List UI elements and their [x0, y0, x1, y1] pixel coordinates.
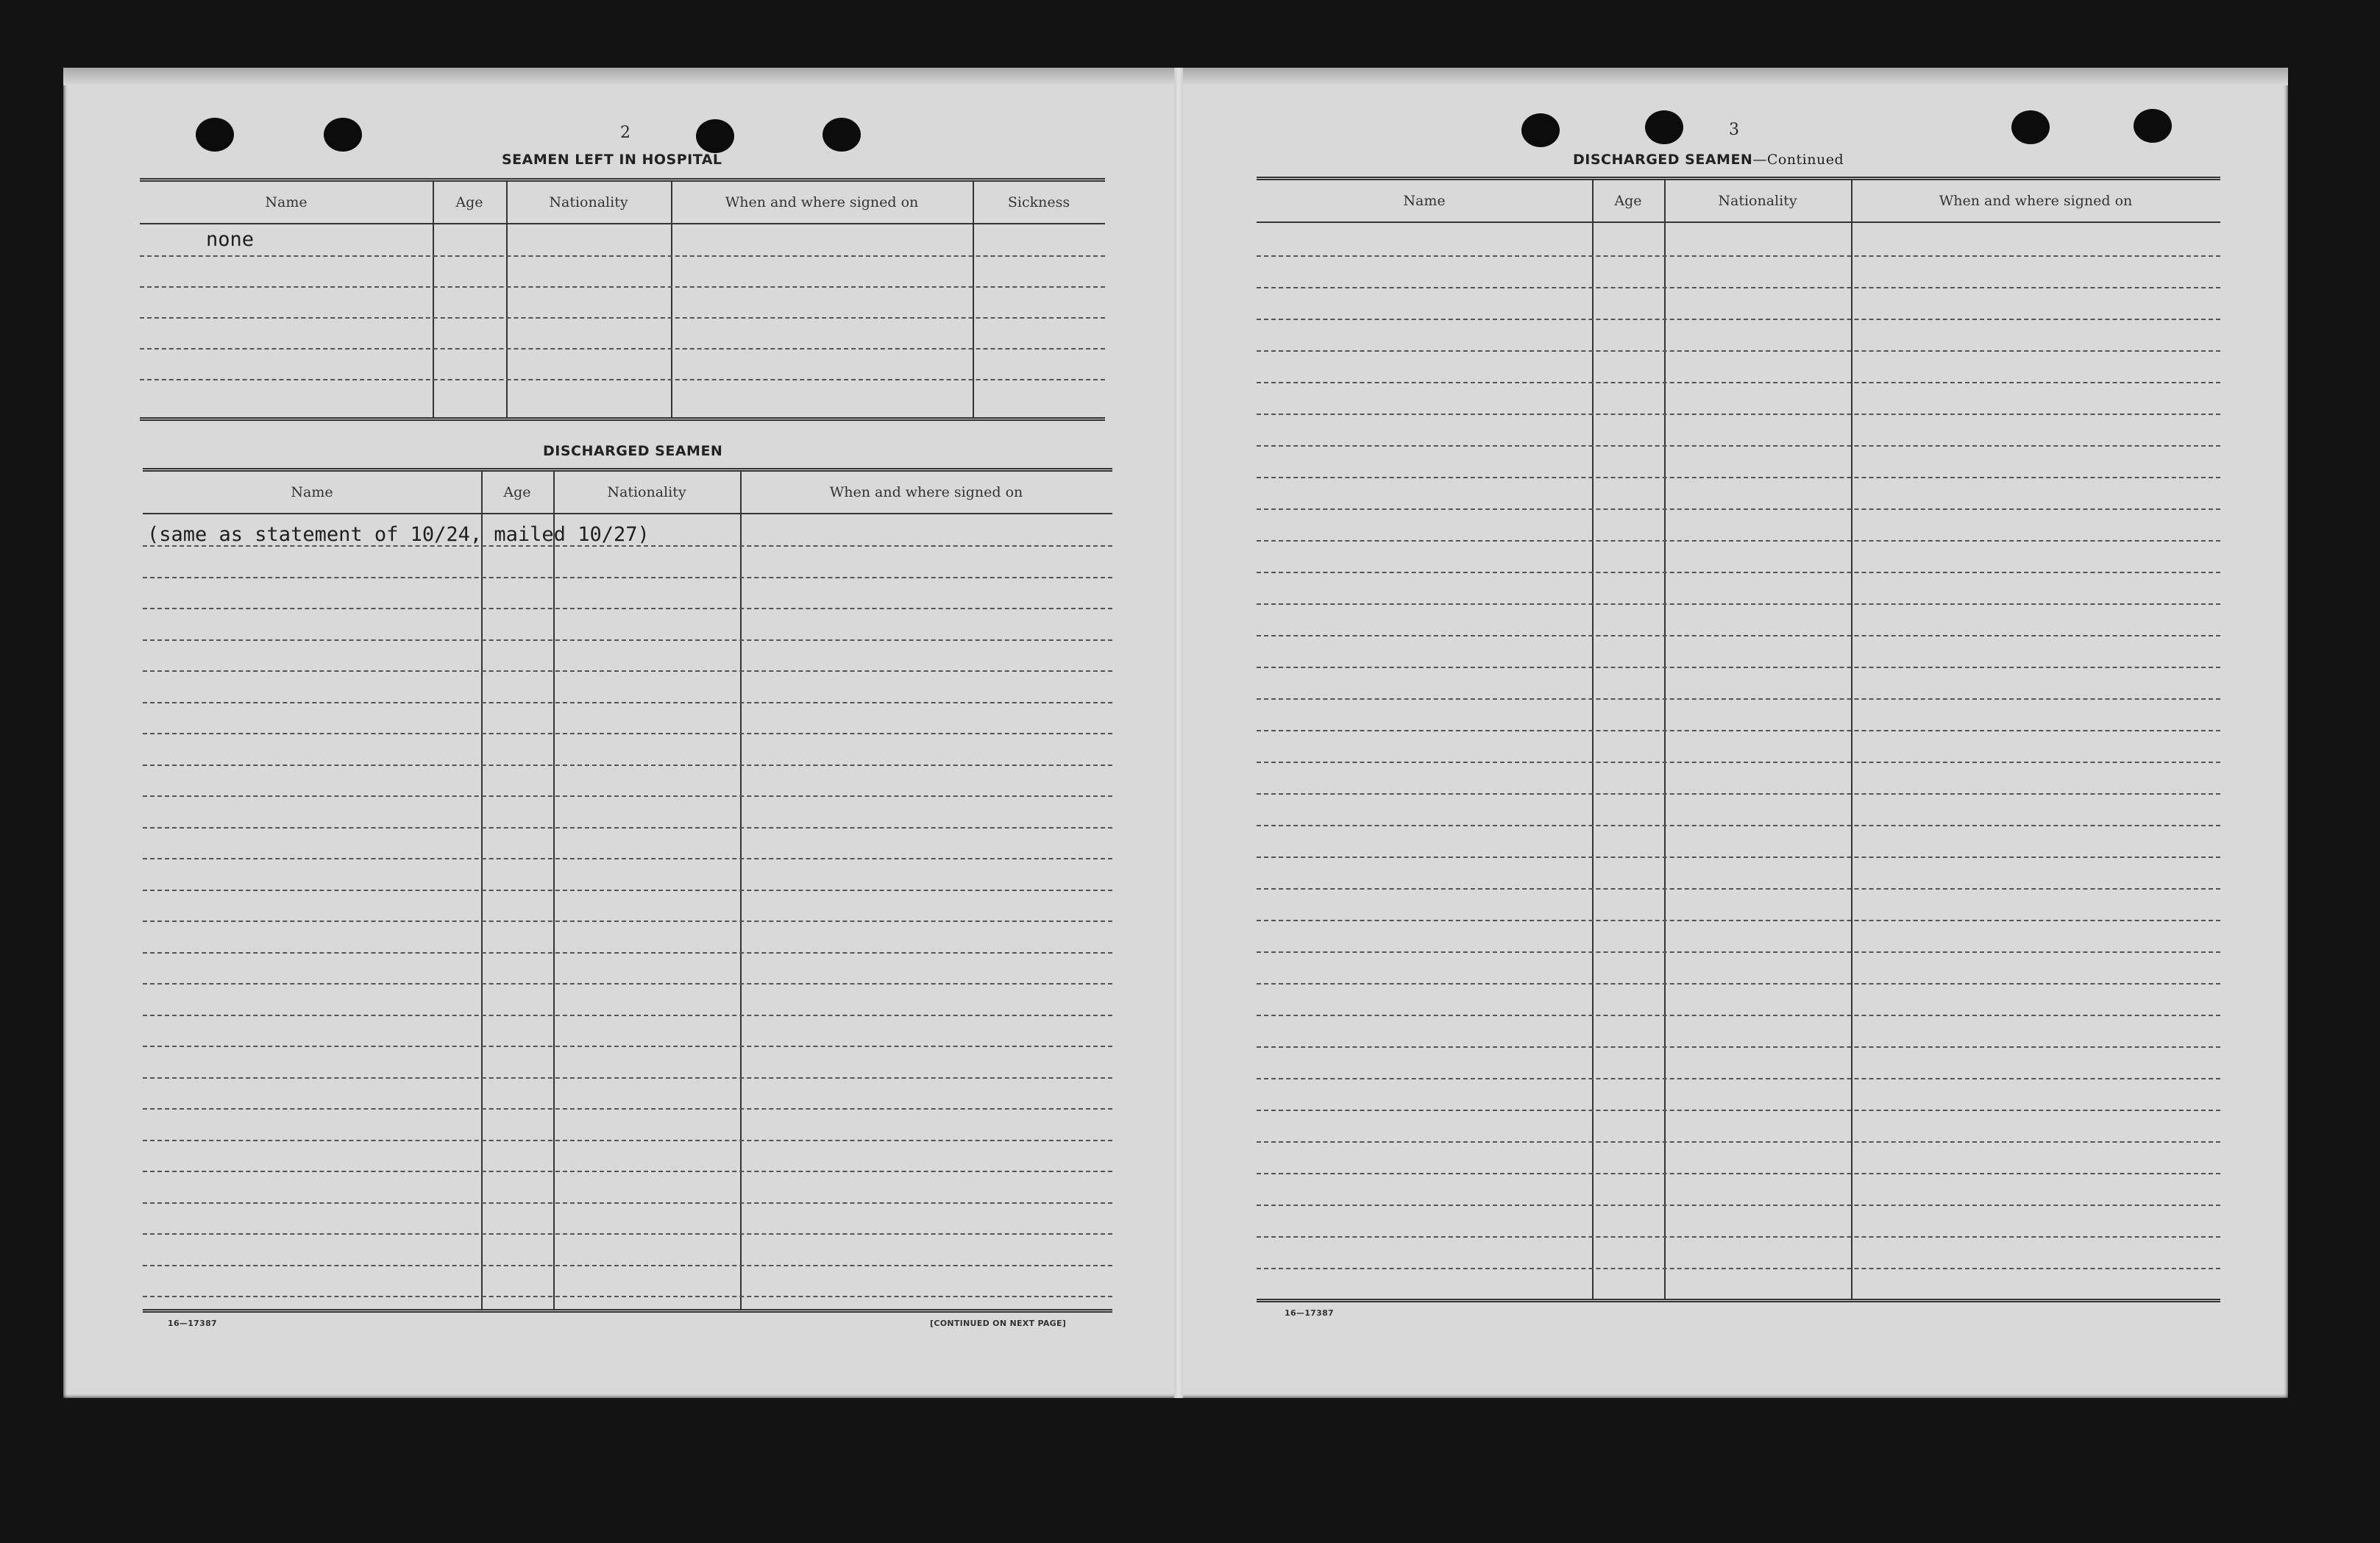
row-line — [1257, 477, 2220, 478]
column-header-signed-on: When and where signed on — [1851, 180, 2220, 223]
punch-hole — [196, 118, 234, 152]
continued-note: [CONTINUED ON NEXT PAGE] — [930, 1319, 1067, 1328]
row-line — [143, 1077, 1112, 1079]
row-line — [143, 1171, 1112, 1172]
row-line — [1257, 1078, 2220, 1079]
row-line — [1257, 1268, 2220, 1269]
discharged-continued-title — [1573, 152, 1844, 168]
page-fold — [1174, 68, 1183, 1398]
row-line — [143, 795, 1112, 797]
row-line — [1257, 825, 2220, 826]
punch-hole — [2134, 109, 2172, 143]
discharged-continued-table — [1257, 177, 2220, 1302]
column-header-name: Name — [140, 182, 433, 224]
row-line — [1257, 287, 2220, 288]
row-line — [143, 952, 1112, 954]
row-line — [1257, 1141, 2220, 1143]
column-divider — [1592, 180, 1594, 1299]
row-line — [1257, 888, 2220, 890]
row-line — [1257, 856, 2220, 858]
row-line — [1257, 983, 2220, 985]
row-line — [1257, 1205, 2220, 1206]
column-divider — [973, 182, 974, 417]
column-header-signed-on: When and where signed on — [671, 182, 973, 224]
column-header-nationality: Nationality — [553, 472, 740, 514]
column-header-nationality: Nationality — [1664, 180, 1851, 223]
row-line — [143, 733, 1112, 734]
row-line — [140, 317, 1105, 319]
hospital-entry: none — [206, 228, 255, 251]
row-line — [143, 765, 1112, 766]
column-header-signed-on: When and where signed on — [740, 472, 1112, 514]
form-number: 16—17387 — [168, 1319, 217, 1328]
column-header-name: Name — [143, 472, 481, 514]
row-line — [1257, 382, 2220, 383]
row-line — [143, 608, 1112, 609]
punch-hole — [2011, 110, 2050, 144]
hospital-table — [140, 178, 1105, 421]
row-line — [1257, 730, 2220, 731]
discharged-table — [143, 468, 1112, 1313]
row-line — [143, 858, 1112, 859]
row-line — [143, 1108, 1112, 1110]
row-line — [143, 921, 1112, 922]
row-line — [140, 379, 1105, 380]
punch-hole — [1645, 110, 1683, 144]
row-line — [143, 827, 1112, 829]
row-line — [143, 1296, 1112, 1297]
page-number: 3 — [1729, 121, 1739, 139]
column-header-age: Age — [1592, 180, 1664, 223]
row-line — [1257, 920, 2220, 921]
row-line — [143, 1015, 1112, 1016]
row-line — [143, 983, 1112, 985]
page-number: 2 — [620, 124, 630, 142]
row-line — [1257, 793, 2220, 795]
punch-hole — [823, 118, 861, 152]
row-line — [1257, 1110, 2220, 1111]
discharged-section-title: DISCHARGED SEAMEN — [543, 443, 723, 459]
hospital-section-title: SEAMEN LEFT IN HOSPITAL — [502, 152, 722, 168]
row-line — [143, 577, 1112, 578]
row-line — [1257, 635, 2220, 636]
column-divider — [506, 182, 508, 417]
column-divider — [433, 182, 434, 417]
row-line — [1257, 1236, 2220, 1238]
row-line — [1257, 255, 2220, 257]
title-text: DISCHARGED SEAMEN — [1573, 152, 1753, 168]
form-number: 16—17387 — [1285, 1308, 1334, 1318]
row-line — [1257, 603, 2220, 605]
row-line — [1257, 1173, 2220, 1174]
row-line — [143, 702, 1112, 703]
column-divider — [671, 182, 672, 417]
row-line — [1257, 572, 2220, 573]
row-line — [143, 1046, 1112, 1047]
row-line — [1257, 1046, 2220, 1048]
document-sheet — [63, 68, 2288, 1398]
column-header-name: Name — [1257, 180, 1592, 223]
column-divider — [1664, 180, 1666, 1299]
row-line — [1257, 414, 2220, 415]
row-line — [1257, 445, 2220, 447]
row-line — [143, 1233, 1112, 1235]
row-line — [143, 1202, 1112, 1204]
punch-hole — [696, 119, 734, 153]
row-line — [140, 348, 1105, 350]
row-line — [1257, 540, 2220, 542]
column-header-nationality: Nationality — [506, 182, 671, 224]
row-line — [1257, 1015, 2220, 1016]
row-line — [1257, 667, 2220, 668]
row-line — [140, 255, 1105, 257]
row-line — [140, 286, 1105, 288]
punch-hole — [324, 118, 362, 152]
row-line — [143, 670, 1112, 672]
row-line — [1257, 951, 2220, 953]
column-header-sickness: Sickness — [973, 182, 1105, 224]
punch-hole — [1521, 113, 1560, 147]
row-line — [143, 1140, 1112, 1141]
column-divider — [1851, 180, 1853, 1299]
column-header-age: Age — [481, 472, 553, 514]
row-line — [1257, 762, 2220, 763]
row-line — [143, 639, 1112, 641]
row-line — [1257, 508, 2220, 510]
row-line — [143, 890, 1112, 891]
row-line — [1257, 319, 2220, 320]
row-line — [143, 1265, 1112, 1266]
discharged-entry: (same as statement of 10/24, mailed 10/27) — [147, 523, 650, 546]
row-line — [1257, 698, 2220, 700]
column-header-age: Age — [433, 182, 506, 224]
row-line — [1257, 350, 2220, 352]
title-suffix: —Continued — [1752, 152, 1844, 168]
